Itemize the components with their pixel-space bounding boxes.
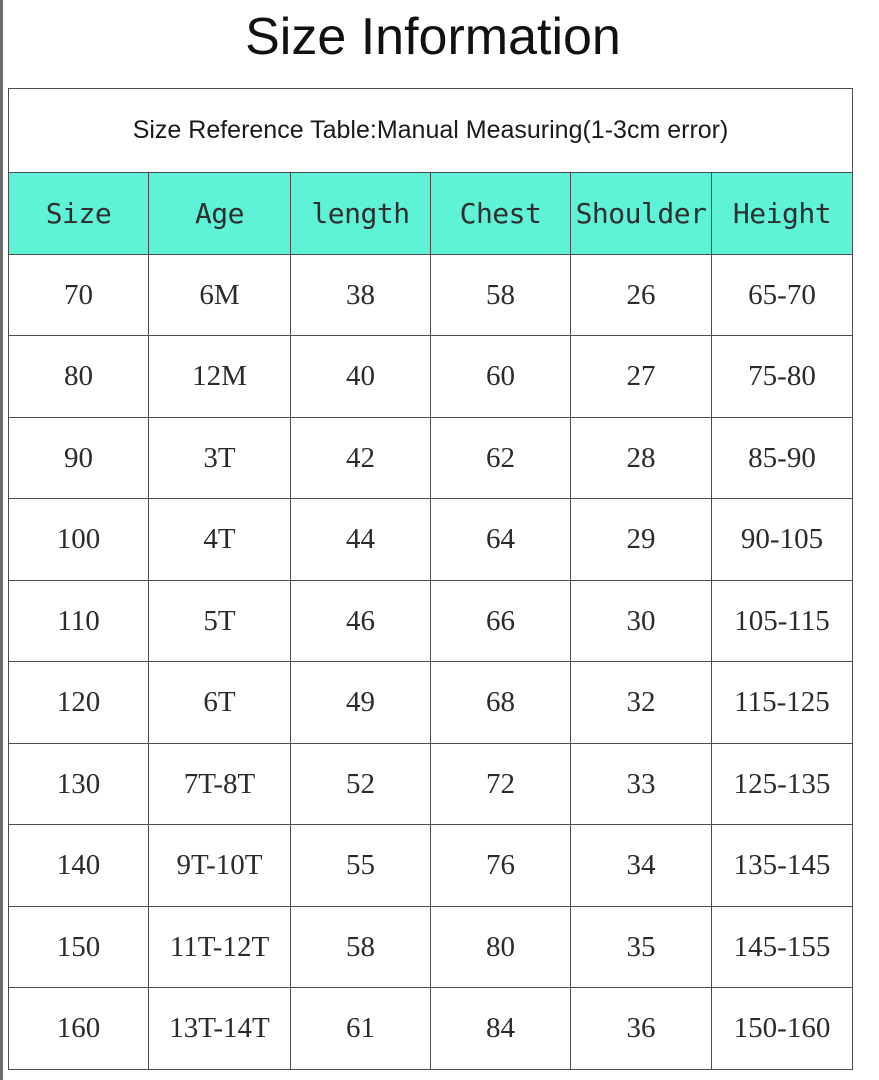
table-row xyxy=(9,988,853,1070)
cell-chest: 64 xyxy=(431,499,571,580)
header-height: Height xyxy=(712,172,853,255)
table-caption-row xyxy=(9,89,853,173)
cell-age: 9T-10T xyxy=(149,825,291,906)
cell-chest: 72 xyxy=(431,743,571,824)
cell-age: 12M xyxy=(149,336,291,417)
table-row xyxy=(9,906,853,987)
cell-height: 145-155 xyxy=(712,906,853,987)
cell-length: 44 xyxy=(291,499,431,580)
cell-size: 110 xyxy=(9,580,149,661)
cell-height: 85-90 xyxy=(712,417,853,498)
cell-chest: 68 xyxy=(431,662,571,743)
cell-chest: 84 xyxy=(431,988,571,1070)
cell-age: 3T xyxy=(149,417,291,498)
cell-size: 120 xyxy=(9,662,149,743)
cell-shoulder: 28 xyxy=(571,417,712,498)
cell-age: 6T xyxy=(149,662,291,743)
cell-shoulder: 26 xyxy=(571,255,712,336)
header-chest: Chest xyxy=(431,172,571,255)
cell-age: 13T-14T xyxy=(149,988,291,1070)
cell-shoulder: 33 xyxy=(571,743,712,824)
cell-shoulder: 34 xyxy=(571,825,712,906)
cell-size: 80 xyxy=(9,336,149,417)
cell-length: 61 xyxy=(291,988,431,1070)
cell-age: 7T-8T xyxy=(149,743,291,824)
table-caption: Size Reference Table:Manual Measuring(1-3cm error) xyxy=(9,89,853,173)
cell-age: 6M xyxy=(149,255,291,336)
header-length: length xyxy=(291,172,431,255)
table-row xyxy=(9,662,853,743)
header-size: Size xyxy=(9,172,149,255)
table-row xyxy=(9,499,853,580)
cell-size: 150 xyxy=(9,906,149,987)
cell-height: 105-115 xyxy=(712,580,853,661)
cell-length: 42 xyxy=(291,417,431,498)
header-shoulder: Shoulder xyxy=(571,172,712,255)
cell-shoulder: 29 xyxy=(571,499,712,580)
cell-chest: 60 xyxy=(431,336,571,417)
page-title: Size Information xyxy=(245,8,621,66)
cell-height: 75-80 xyxy=(712,336,853,417)
table-header-row xyxy=(9,172,853,255)
cell-size: 160 xyxy=(9,988,149,1070)
table-row xyxy=(9,743,853,824)
table-row xyxy=(9,336,853,417)
cell-shoulder: 32 xyxy=(571,662,712,743)
cell-size: 140 xyxy=(9,825,149,906)
cell-shoulder: 27 xyxy=(571,336,712,417)
cell-chest: 66 xyxy=(431,580,571,661)
cell-shoulder: 36 xyxy=(571,988,712,1070)
cell-length: 40 xyxy=(291,336,431,417)
table-row xyxy=(9,255,853,336)
cell-length: 46 xyxy=(291,580,431,661)
cell-length: 58 xyxy=(291,906,431,987)
cell-chest: 80 xyxy=(431,906,571,987)
cell-height: 65-70 xyxy=(712,255,853,336)
cell-height: 90-105 xyxy=(712,499,853,580)
table-row xyxy=(9,580,853,661)
table-row xyxy=(9,825,853,906)
cell-size: 100 xyxy=(9,499,149,580)
cell-length: 55 xyxy=(291,825,431,906)
cell-size: 130 xyxy=(9,743,149,824)
table-row xyxy=(9,417,853,498)
cell-height: 150-160 xyxy=(712,988,853,1070)
cell-size: 70 xyxy=(9,255,149,336)
cell-height: 135-145 xyxy=(712,825,853,906)
cell-chest: 76 xyxy=(431,825,571,906)
cell-chest: 58 xyxy=(431,255,571,336)
cell-height: 125-135 xyxy=(712,743,853,824)
cell-age: 4T xyxy=(149,499,291,580)
cell-height: 115-125 xyxy=(712,662,853,743)
cell-age: 5T xyxy=(149,580,291,661)
cell-length: 49 xyxy=(291,662,431,743)
size-reference-table xyxy=(8,88,853,1070)
cell-shoulder: 30 xyxy=(571,580,712,661)
header-age: Age xyxy=(149,172,291,255)
cell-length: 38 xyxy=(291,255,431,336)
cell-age: 11T-12T xyxy=(149,906,291,987)
cell-shoulder: 35 xyxy=(571,906,712,987)
cell-size: 90 xyxy=(9,417,149,498)
cell-length: 52 xyxy=(291,743,431,824)
left-border-line xyxy=(0,0,3,1080)
cell-chest: 62 xyxy=(431,417,571,498)
